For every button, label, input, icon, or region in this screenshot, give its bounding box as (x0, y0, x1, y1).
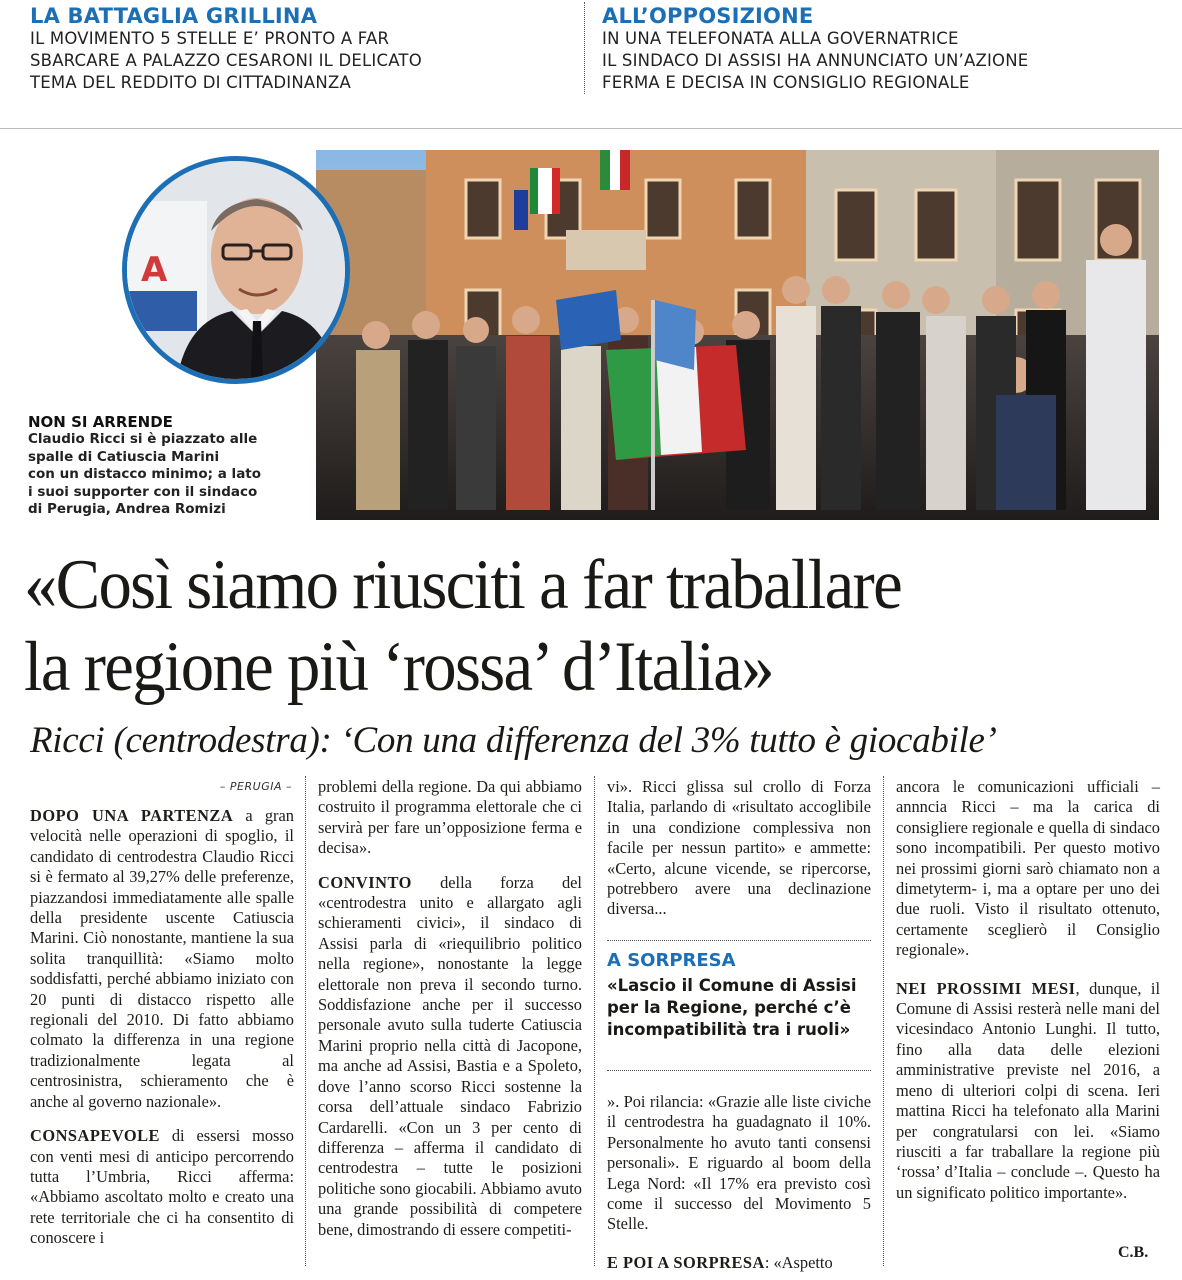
headline-line-1: «Così siamo riusciti a far traballare (24, 546, 902, 624)
column-divider (883, 776, 884, 1266)
article-column-2 (318, 777, 582, 1240)
paragraph-lead: CONVINTO (318, 872, 412, 892)
caption-line: con un distacco minimo; a lato (28, 466, 262, 482)
pull-quote-box (607, 950, 871, 1041)
paragraph-lead: NEI PROSSIMI MESI (896, 978, 1076, 998)
teaser-line: IL MOVIMENTO 5 STELLE E’ PRONTO A FAR (30, 29, 390, 48)
portrait-photo (122, 156, 350, 384)
portrait-illustration (127, 161, 345, 379)
teaser-line: TEMA DEL REDDITO DI CITTADINANZA (30, 73, 351, 92)
caption-line: i suoi supporter con il sindaco (28, 483, 258, 500)
dateline: – PERUGIA – (219, 780, 292, 793)
box-rule (607, 1070, 871, 1071)
rally-photo-illustration (316, 150, 1159, 520)
paragraph-lead: CONSAPEVOLE (30, 1126, 160, 1146)
paragraph (318, 873, 582, 1240)
svg-text:A: A (141, 250, 168, 290)
teaser-kicker: LA BATTAGLIA GRILLINA (30, 4, 318, 28)
header-rule (0, 128, 1182, 129)
paragraph-lead: E POI A SORPRESA (607, 1252, 765, 1272)
paragraph-text: a gran velocità nelle operazioni di spoglio, il candidato di centrodestra Claudio Ricci si è fermato al 39,27% delle preferenze, piazzandosi immediatamente alle spalle della presidente uscente Catiuscia Marini. Ciò nonostante, mantiene la sua solita tranquillità: «Siamo molto soddisfatti, perché abbiamo iniziato con 20 punti di distacco rispetto alle regionali del 2010. Di fatto abbiamo colmato la differenza in una regione tradizionalmente legata al centrosinistra, schieramento che è anche al governo nazionale». (30, 806, 294, 1111)
headline-line-2: la regione più ‘rossa’ d’Italia» (24, 628, 773, 706)
paragraph: problemi della regione. Da qui abbiamo costruito il programma elettorale che ci servirà per fare un’opposizione ferma e decisa». (318, 777, 582, 858)
box-rule (607, 940, 871, 941)
article-column-4 (896, 777, 1160, 1203)
caption-line: Claudio Ricci si è piazzato alle (28, 431, 258, 447)
teaser-line: IL SINDACO DI ASSISI HA ANNUNCIATO UN’AZIONE (602, 51, 1029, 70)
article-column-3 (607, 777, 871, 920)
teaser-divider (584, 2, 585, 94)
article-column-1 (30, 806, 294, 1249)
paragraph-text: di essersi mosso con venti mesi di anticipo percorrendo tutta l’Umbria, Ricci afferma: «Abbiamo ascoltato molto e creato una rete territoriale che ci ha consentito di conoscere i (30, 1126, 294, 1248)
paragraph: vi». Ricci glissa sul crollo di Forza Italia, parlando di «risultato accoglibile in una condizione complessiva non facile per nessun partito» e ammette: «Certo, alcune vicende, se ripercorse, potrebbero avere una declinazione diversa... (607, 777, 871, 919)
article-column-3-continued (607, 1092, 871, 1273)
paragraph (30, 806, 294, 1112)
paragraph-text: , dunque, il Comune di Assisi resterà nelle mani del vicesindaco Antonio Lunghi. Il tutto, fino alla data delle elezioni amministrative previste nel 2016, a meno di ulteriori colpi di scena. Ieri mattina Ricci ha telefonato alla Marini per congratularsi con lei. «Siamo riusciti a far traballare la regione più ‘rossa’ d’Italia – conclude –. Questo ha un significato politico importante». (896, 978, 1160, 1202)
paragraph (607, 1253, 871, 1273)
paragraph (30, 1126, 294, 1248)
teaser-line: FERMA E DECISA IN CONSIGLIO REGIONALE (602, 73, 970, 92)
caption-title: NON SI ARRENDE (28, 413, 173, 431)
paragraph (896, 979, 1160, 1203)
column-divider (594, 776, 595, 1266)
paragraph-text: : «Aspetto (764, 1252, 833, 1272)
teaser-line: IN UNA TELEFONATA ALLA GOVERNATRICE (602, 29, 959, 48)
teaser-line: SBARCARE A PALAZZO CESARONI IL DELICATO (30, 51, 422, 70)
paragraph-text: della forza del «centrodestra unito e allargato agli schieramenti civici», il sindaco di Assisi parla di «riequilibrio politico nella regione», nonostante la legge elettorale non preva il secondo turno. Soddisfazione anche per il successo personale avuto sulla tuderte Catiuscia Marini proprio nella città di Jacopone, ma anche ad Assisi, Bastia e a Spoleto, dove l’anno scorso Ricci sostenne la corsa dell’attuale sindaco Fabrizio Cardarelli. «Con un 3 per cento di differenza – afferma il candidato di centrodestra – tutte le posizioni politiche sono giocabili. Abbiamo avuto una grande possibilità di competere bene, dimostrando di essere competiti- (318, 872, 582, 1239)
column-divider (305, 776, 306, 1266)
teaser-kicker: ALL’OPPOSIZIONE (602, 4, 814, 28)
pull-quote: «Lascio il Comune di Assisi per la Regione, perché c’è incompatibilità tra i ruoli» (607, 976, 857, 1039)
author-signature: C.B. (1118, 1244, 1149, 1261)
paragraph: ». Poi rilancia: «Grazie alle liste civiche il centrodestra ha guadagnato il 10%. Personalmente ho avuto tanti consensi personali». E riguardo al boom della Lega Nord: «Il 17% era previsto così come il successo del Movimento 5 Stelle. (607, 1092, 871, 1234)
top-left-teaser (30, 4, 550, 94)
pull-quote-kicker: A SORPRESA (607, 950, 736, 971)
rally-photo (316, 150, 1159, 520)
photo-caption (28, 413, 308, 519)
paragraph: ancora le comunicazioni ufficiali – annncia Ricci – ma la carica di consigliere regionale e quella di sindaco sono incompatibili. Per questo motivo nei prossimi giorni sarò chiamato non a dimetyterm- i, ma a optare per uno dei due ruoli. Visto il risultato ottenuto, certamente sceglierò il Consiglio regionale». (896, 777, 1160, 960)
caption-line: di Perugia, Andrea Romizi (28, 501, 226, 517)
paragraph-lead: DOPO UNA PARTENZA (30, 806, 234, 825)
top-right-teaser (602, 4, 1162, 94)
caption-line: spalle di Catiuscia Marini (28, 448, 220, 465)
subheadline: Ricci (centrodestra): ‘Con una differenza del 3% tutto è giocabile’ (30, 720, 997, 761)
